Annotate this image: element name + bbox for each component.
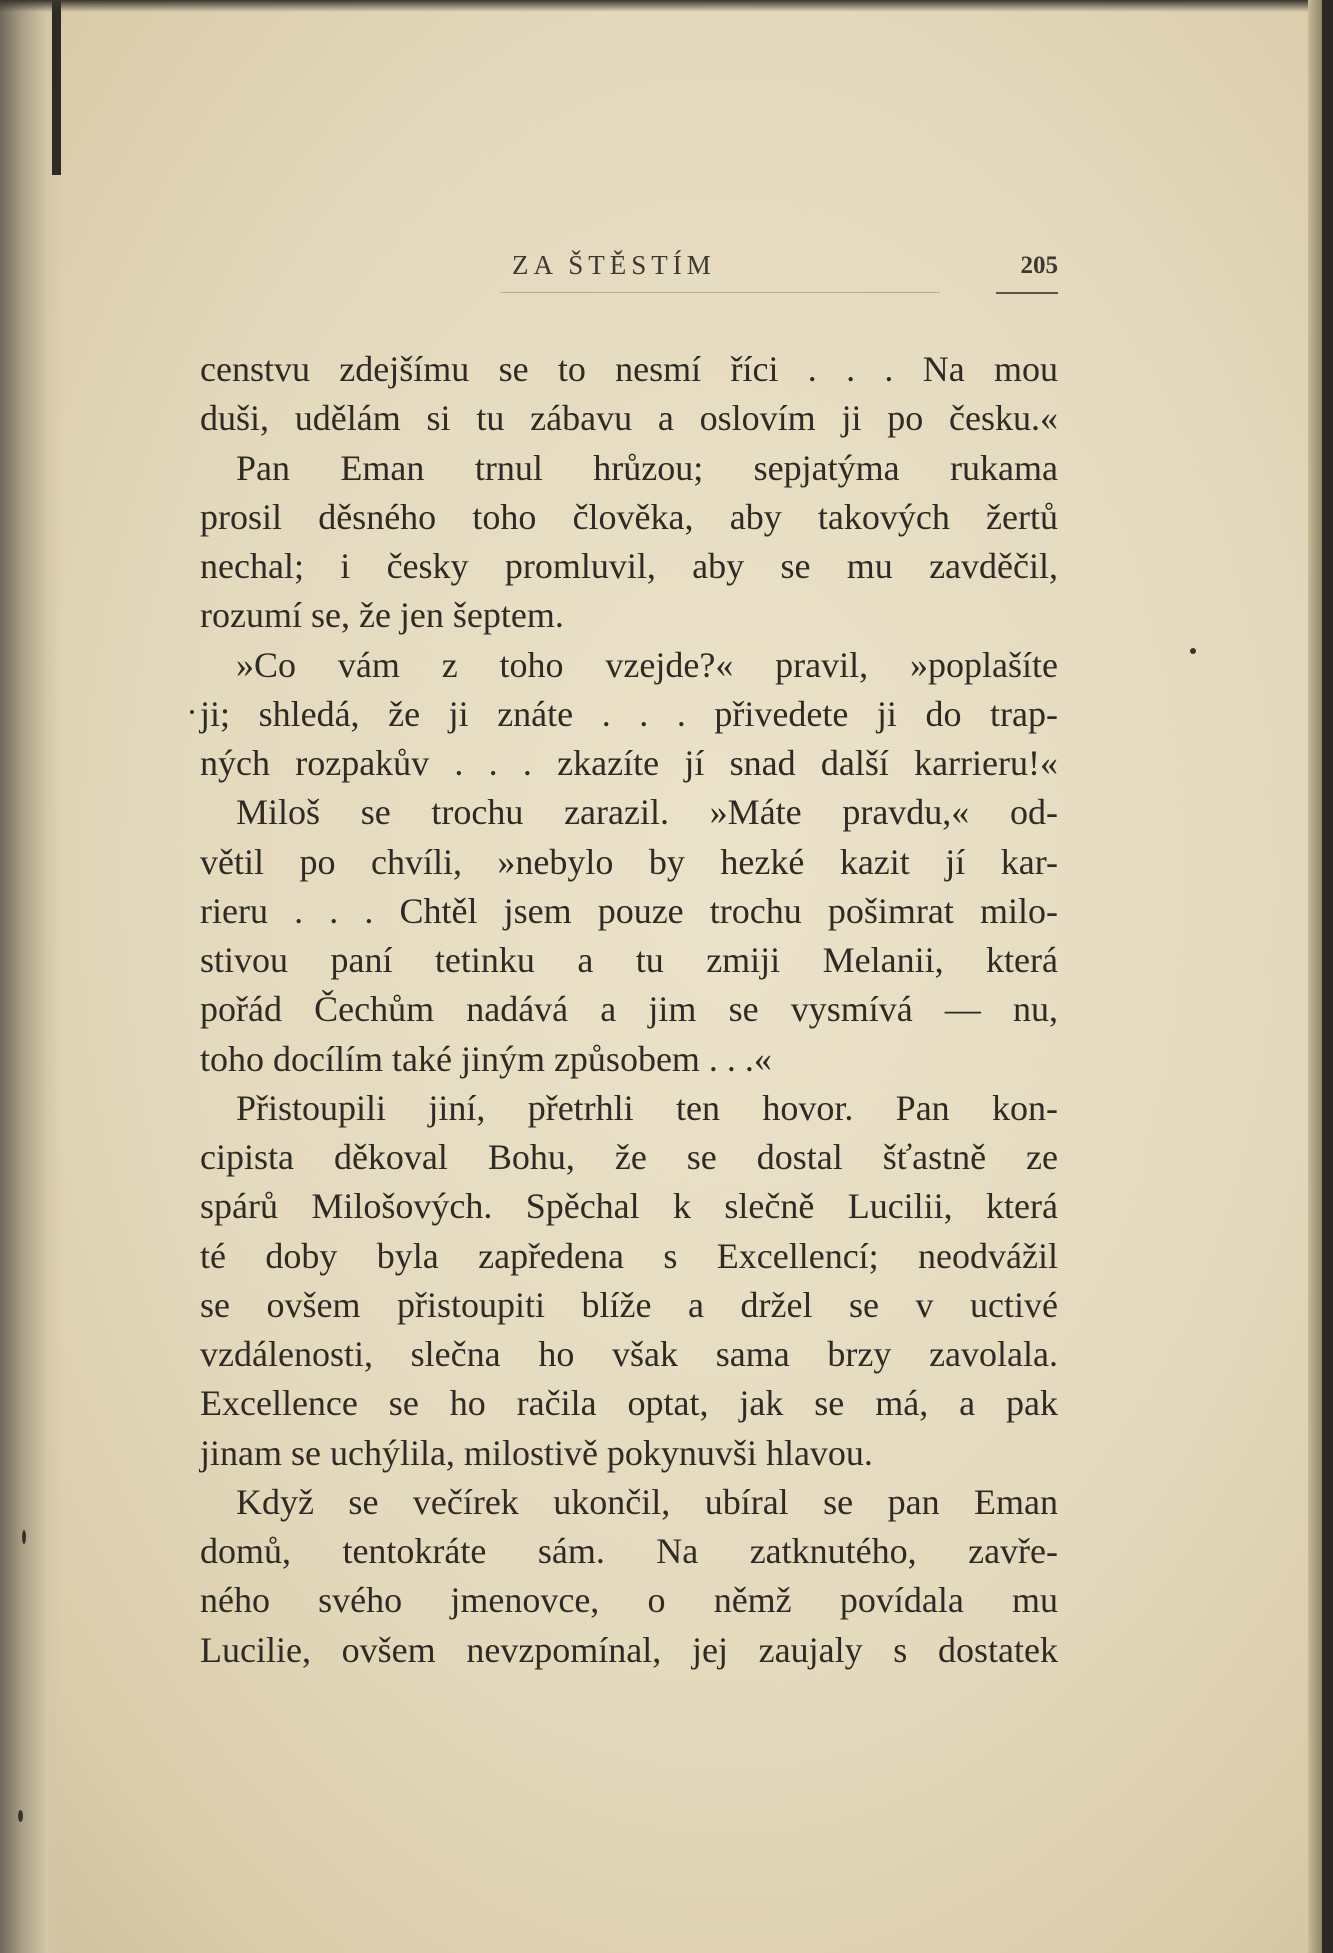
binding-thread	[52, 0, 61, 175]
running-title: ZA ŠTĚSTÍM	[512, 250, 716, 280]
text-line: Pan Eman trnul hrůzou; sepjatýma rukama	[236, 447, 1058, 488]
text-line: vzdálenosti, slečna ho však sama brzy zavolala.	[200, 1334, 1058, 1374]
header-rule	[500, 292, 940, 293]
page-right-edge	[1308, 0, 1322, 1953]
print-speck	[22, 1530, 26, 1544]
text-line: Excellence se ho račila optat, jak se má, a pak	[200, 1383, 1058, 1424]
text-line: jinam se uchýlila, milostivě pokynuvši hlavou.	[200, 1432, 873, 1473]
page-header	[200, 250, 1058, 294]
text-line: té doby byla zapředena s Excellencí; neodvážil	[200, 1235, 1058, 1276]
text-line: censtvu zdejšímu se to nesmí říci . . . Na mou	[200, 349, 1058, 389]
text-line: ných rozpakův . . . zkazíte jí snad další karrieru!«	[200, 743, 1058, 783]
text-line: toho docílím také jiným způsobem . . .«	[200, 1038, 772, 1079]
page-number-rule	[996, 292, 1058, 294]
page-number: 205	[1020, 252, 1058, 279]
text-line: stivou paní tetinku a tu zmiji Melanii, která	[200, 940, 1058, 980]
text-line: Přistoupili jiní, přetrhli ten hovor. Pan kon-	[236, 1087, 1058, 1128]
text-line: spárů Milošových. Spěchal k slečně Lucilii, která	[200, 1186, 1058, 1227]
text-line: Lucilie, ovšem nevzpomínal, jej zaujaly s dostatek	[200, 1629, 1058, 1670]
text-line: rieru . . . Chtěl jsem pouze trochu pošimrat milo-	[200, 890, 1058, 931]
text-line: duši, udělám si tu zábavu a oslovím ji po česku.«	[200, 398, 1058, 439]
text-line: »Co vám z toho vzejde?« pravil, »poplašíte	[236, 644, 1058, 685]
text-line: Když se večírek ukončil, ubíral se pan Eman	[236, 1481, 1058, 1522]
text-line: nechal; i česky promluvil, aby se mu zavděčil,	[200, 546, 1058, 586]
page-top-edge	[0, 0, 1322, 12]
body-text	[200, 345, 1058, 1675]
text-line: pořád Čechům nadává a jim se vysmívá — nu,	[200, 989, 1058, 1030]
print-speck	[18, 1810, 23, 1822]
book-binding-shadow	[0, 0, 62, 1953]
text-line: domů, tentokráte sám. Na zatknutého, zavře-	[200, 1531, 1058, 1571]
text-line: ji; shledá, že ji znáte . . . přivedete ji do trap-	[200, 693, 1058, 734]
text-line: prosil děsného toho člověka, aby takových žertů	[200, 496, 1058, 537]
text-line: se ovšem přistoupiti blíže a držel se v uctivé	[200, 1284, 1058, 1325]
print-speck	[190, 710, 194, 714]
print-speck	[1190, 648, 1196, 654]
text-line: Miloš se trochu zarazil. »Máte pravdu,« od-	[236, 792, 1058, 833]
text-line: ného svého jmenovce, o němž povídala mu	[200, 1580, 1058, 1621]
text-line: cipista děkoval Bohu, že se dostal šťastně ze	[200, 1137, 1058, 1177]
text-line: rozumí se, že jen šeptem.	[200, 595, 564, 636]
text-line: větil po chvíli, »nebylo by hezké kazit jí kar-	[200, 841, 1058, 882]
